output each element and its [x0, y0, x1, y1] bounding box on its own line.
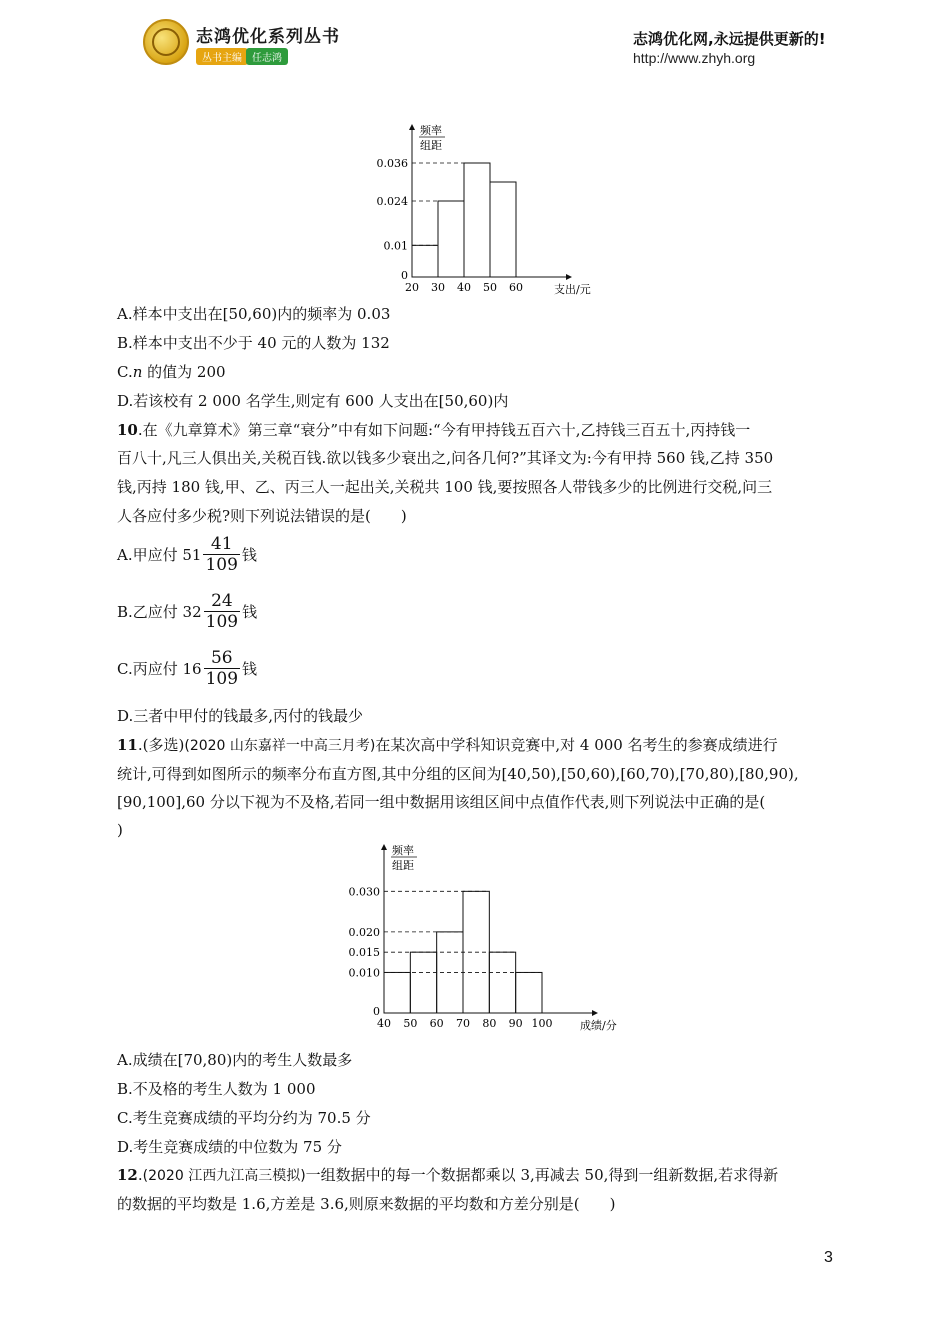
- q10-c-denominator: 109: [205, 669, 239, 689]
- q12-source: (2020 江西九江高三模拟): [142, 1168, 306, 1184]
- q10-b-fraction: [204, 591, 240, 632]
- histogram-bar: [412, 245, 438, 277]
- q11-option-c: C.考生竞赛成绩的平均分约为 70.5 分: [117, 1109, 371, 1127]
- histogram-bar: [464, 163, 490, 277]
- histogram-bar: [490, 182, 516, 277]
- x-tick-label: 40: [377, 1017, 391, 1030]
- q9-option-a: A.样本中支出在[50,60)内的频率为 0.03: [117, 305, 391, 323]
- y-tick-label: 0.010: [348, 966, 380, 980]
- y-tick-label: 0.01: [383, 239, 408, 253]
- x-axis-label: 支出/元: [554, 283, 591, 296]
- q10-line-4: 人各应付多少税?则下列说法错误的是( ): [117, 507, 407, 525]
- x-axis-arrow-icon: [592, 1010, 598, 1016]
- q10-a-numerator: 41: [203, 534, 239, 555]
- y-tick-label: 0.020: [348, 925, 380, 939]
- x-tick-label: 50: [403, 1017, 418, 1030]
- q10-c-fraction: [204, 648, 240, 689]
- q10-a-denominator: 109: [205, 555, 238, 575]
- brand-editor-name: 任志鸿: [246, 48, 288, 65]
- q10-line1-text: .在《九章算术》第三章“衰分”中有如下问题:“今有甲持钱五百六十,乙持钱三百五十,丙持钱一: [137, 421, 751, 439]
- histogram-bar: [438, 201, 464, 277]
- x-tick-label: 100: [531, 1017, 553, 1030]
- histogram-bar: [410, 952, 436, 1013]
- q10-line-2: 百八十,凡三人俱出关,关税百钱.欲以钱多少衰出之,问各几何?”其译文为:今有甲持 560 钱,乙持 350: [117, 449, 774, 467]
- q12-number: 12: [117, 1166, 138, 1184]
- brand-editor-label: 丛书主编: [196, 48, 248, 65]
- x-tick-label: 60: [509, 281, 523, 294]
- q9-c-pre: C.: [117, 363, 133, 381]
- y-tick-label: 0.015: [348, 946, 380, 960]
- y-tick-label: 0.036: [376, 157, 408, 170]
- x-tick-label: 20: [405, 281, 419, 294]
- q10-line-3: 钱,丙持 180 钱,甲、乙、丙三人一起出关,关税共 100 钱,要按照各人带钱多少的比例进行交税,问三: [117, 478, 773, 496]
- histogram-bar: [384, 972, 410, 1013]
- q11-option-a: A.成绩在[70,80)内的考生人数最多: [117, 1051, 353, 1069]
- brand-logo-icon: [143, 19, 189, 65]
- q10-a-tail: 钱: [241, 546, 257, 564]
- q10-b-numerator: 24: [204, 591, 240, 612]
- q12-line-1: [117, 1165, 778, 1186]
- q10-line-1: [117, 420, 750, 440]
- q11-option-d: D.考生竞赛成绩的中位数为 75 分: [117, 1138, 342, 1156]
- y-tick-label: 0.024: [376, 195, 408, 208]
- q10-option-a: [117, 534, 257, 575]
- q12-line-2: 的数据的平均数是 1.6,方差是 3.6,则原来数据的平均数和方差分别是( ): [117, 1195, 616, 1213]
- q10-b-lead: B.乙应付 32: [117, 603, 202, 621]
- brand-title: 志鸿优化系列丛书: [196, 27, 340, 47]
- origin-label: 0: [373, 1005, 380, 1018]
- q10-option-b: [117, 591, 257, 632]
- q9-c-post: 的值为 200: [142, 363, 226, 381]
- histogram-bar: [516, 972, 542, 1013]
- x-tick-label: 50: [483, 281, 497, 294]
- q12-line1-text: 一组数据中的每一个数据都乘以 3,再减去 50,得到一组新数据,若求得新: [305, 1166, 779, 1184]
- x-axis-label: 成绩/分: [580, 1019, 617, 1032]
- x-axis-arrow-icon: [566, 274, 572, 280]
- q11-line-3: [90,100],60 分以下视为不及格,若同一组中数据用该组区间中点值作代表,则下列说法中正确的是(: [117, 793, 766, 811]
- q11-line1-text: 在某次高中学科知识竞赛中,对 4 000 名考生的参赛成绩进行: [375, 736, 778, 754]
- y-label-bottom: 组距: [392, 859, 414, 872]
- q10-a-lead: A.甲应付 51: [117, 546, 202, 564]
- q10-option-c: [117, 648, 257, 689]
- histogram-spending: [360, 122, 600, 302]
- page-number: 3: [824, 1249, 833, 1266]
- q12-dot: .: [137, 1166, 143, 1184]
- x-tick-label: 30: [431, 281, 445, 294]
- q11-tag: .(多选): [137, 736, 185, 754]
- x-tick-label: 40: [457, 281, 471, 294]
- q11-line-1: [117, 735, 778, 756]
- q11-line-4: ): [117, 821, 123, 839]
- y-label-top: 频率: [420, 124, 442, 137]
- y-axis-arrow-icon: [409, 124, 415, 130]
- q10-a-fraction: [203, 534, 239, 575]
- q10-b-denominator: 109: [205, 612, 239, 632]
- y-axis-arrow-icon: [381, 844, 387, 850]
- q9-option-b: B.样本中支出不少于 40 元的人数为 132: [117, 334, 390, 352]
- histogram-bar: [489, 952, 515, 1013]
- q10-c-numerator: 56: [204, 648, 240, 669]
- x-tick-label: 70: [456, 1017, 470, 1030]
- q11-option-b: B.不及格的考生人数为 1 000: [117, 1080, 316, 1098]
- y-label-top: 频率: [392, 844, 414, 857]
- q11-source: (2020 山东嘉祥一中高三月考): [184, 738, 376, 754]
- q9-option-c: [117, 362, 226, 382]
- origin-label: 0: [401, 269, 408, 282]
- page-header: [0, 0, 950, 80]
- header-url[interactable]: http://www.zhyh.org: [633, 50, 756, 66]
- y-label-bottom: 组距: [420, 139, 442, 152]
- y-tick-label: 0.030: [348, 885, 380, 899]
- q11-line-2: 统计,可得到如图所示的频率分布直方图,其中分组的区间为[40,50),[50,60),[60,70),[70,80),[80,90),: [117, 765, 799, 783]
- q10-b-tail: 钱: [242, 603, 258, 621]
- q10-option-d: D.三者中甲付的钱最多,丙付的钱最少: [117, 707, 364, 725]
- histogram-scores: [340, 842, 617, 1038]
- q10-c-tail: 钱: [242, 660, 258, 678]
- x-tick-label: 80: [482, 1017, 497, 1030]
- x-tick-label: 60: [429, 1017, 444, 1030]
- q11-number: 11: [117, 736, 138, 754]
- x-tick-label: 90: [508, 1017, 523, 1030]
- header-slogan: 志鸿优化网,永远提供更新的!: [633, 30, 826, 48]
- q9-c-var: n: [132, 363, 143, 381]
- q10-c-lead: C.丙应付 16: [117, 660, 202, 678]
- q10-number: 10: [117, 421, 138, 439]
- q9-option-d: D.若该校有 2 000 名学生,则定有 600 人支出在[50,60)内: [117, 392, 509, 410]
